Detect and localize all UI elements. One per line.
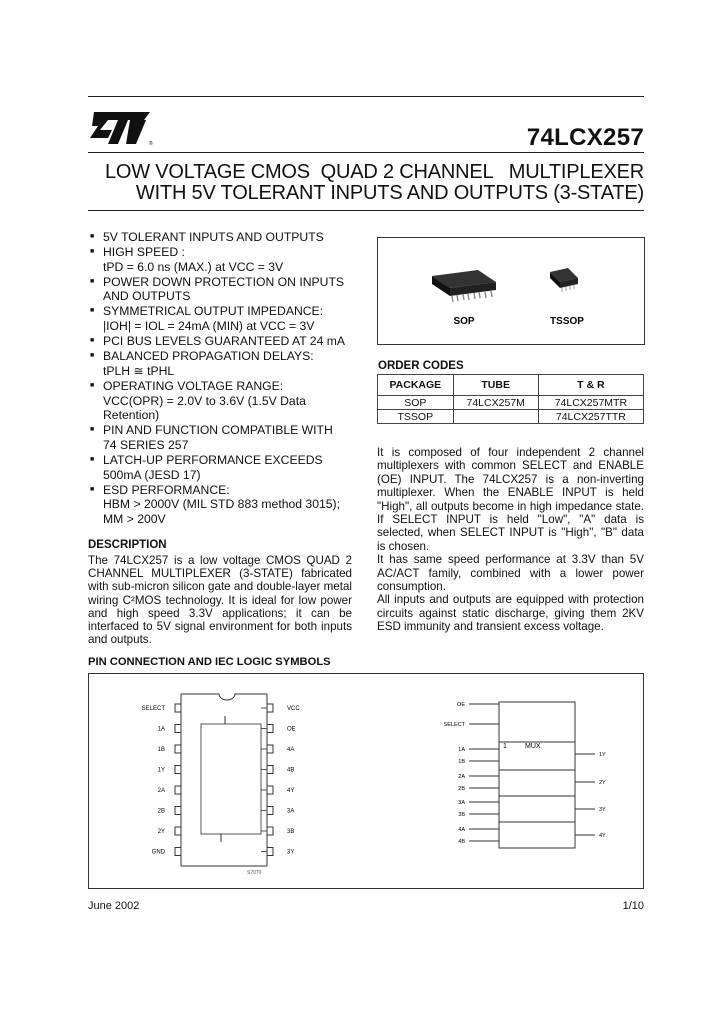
iec-input-label: 1A [458, 747, 465, 753]
title-line-1: LOW VOLTAGE CMOS QUAD 2 CHANNEL MULTIPLEXER [104, 161, 644, 183]
feature-item [88, 379, 358, 423]
feature-item [88, 275, 358, 304]
dip-package [181, 694, 267, 866]
iec-symbol [499, 702, 575, 848]
iec-input-label: OE [457, 702, 465, 708]
feature-line: MM > 200V [103, 511, 166, 526]
feature-line: PCI BUS LEVELS GUARANTEED AT 24 mA [103, 334, 346, 349]
paragraph: It is composed of four independent 2 channel multiplexers with common SELECT and ENABLE (OE) INPUT. The 74LCX257 is a non-inverting multiplexer. When the ENABLE INPUT is held "High", all outputs become in high impedance state. If SELECT INPUT is held "Low", "A" data is selected, when SELECT INPUT is "High", "B" data is chosen. [377, 446, 644, 553]
title-line-2: WITH 5V TOLERANT INPUTS AND OUTPUTS (3-STATE) [135, 182, 644, 204]
feature-line: 5V TOLERANT INPUTS AND OUTPUTS [103, 230, 324, 244]
feature-line: AND OUTPUTS [103, 289, 191, 304]
feature-line: Retention) [103, 408, 160, 423]
pin-box-right [267, 786, 273, 794]
iec-input-label: 4B [458, 839, 465, 845]
order-codes-heading: ORDER CODES [378, 360, 464, 372]
pin-box-left [175, 704, 181, 712]
feature-line: HIGH SPEED : [103, 245, 185, 260]
dip-labels [142, 706, 301, 856]
pin-box-left [175, 725, 181, 733]
feature-item [88, 245, 358, 274]
bullet-icon: ■ [90, 352, 95, 360]
right-description [377, 446, 644, 634]
pin-diagram-box [88, 673, 644, 889]
table-row [378, 410, 644, 424]
footer-page: 1/10 [622, 900, 644, 912]
pin-box-right [267, 704, 273, 712]
feature-line: POWER DOWN PROTECTION ON INPUTS [103, 274, 345, 289]
pin-box-right [267, 848, 273, 856]
right-pin-label: 4A [287, 747, 295, 753]
col-package: PACKAGE [378, 375, 454, 396]
description-text: The 74LCX257 is a low voltage CMOS QUAD 2 CHANNEL MULTIPLEXER (3-STATE) fabricated with sub-micron silicon gate and double-layer metal wiring C²MOS technology. It is ideal for low power and high speed 3.3V applications; it can be interfaced to 5V signal environment for both inputs and outputs. [88, 554, 352, 647]
feature-line: tPD = 6.0 ns (MAX.) at VCC = 3V [103, 259, 284, 274]
order-codes-table [377, 374, 644, 424]
bullet-icon: ■ [90, 307, 95, 315]
tssop-label: TSSOP [550, 316, 584, 327]
feature-line: VCC(OPR) = 2.0V to 3.6V (1.5V Data [103, 393, 306, 408]
feature-item [88, 334, 358, 349]
pin-box-left [175, 766, 181, 774]
bullet-icon: ■ [90, 485, 95, 493]
pin-connection-diagram [89, 674, 643, 888]
feature-item [88, 230, 358, 245]
left-pin-label: SELECT [141, 706, 165, 712]
feature-line: tPLH ≅ tPHL [103, 363, 175, 378]
bullet-icon: ■ [90, 426, 95, 434]
feature-line: HBM > 2000V (MIL STD 883 method 3015); [103, 497, 340, 512]
left-pin-label: 2B [157, 808, 165, 815]
figure-code: S7070 [247, 870, 262, 876]
pin-box-right [267, 725, 273, 733]
feature-line: BALANCED PROPAGATION DELAYS: [103, 349, 314, 364]
feature-item [88, 304, 358, 333]
footer-date: June 2002 [88, 900, 140, 912]
feature-line: |IOH| = IOL = 24mA (MIN) at VCC = 3V [103, 319, 315, 334]
col-tube: TUBE [453, 375, 538, 396]
iec-input-label: 2A [458, 774, 465, 780]
right-pin-label: OE [287, 726, 296, 733]
pin-box-right [267, 827, 273, 835]
right-pin-label: 4B [287, 767, 295, 774]
cell: 74LCX257M [453, 396, 538, 410]
sop-package [432, 270, 496, 302]
iec-input-label: 3A [458, 800, 465, 806]
pin-box-left [175, 786, 181, 794]
cell [453, 410, 538, 424]
pin-box-right [267, 766, 273, 774]
bullet-icon: ■ [90, 233, 95, 240]
pin-box-left [175, 807, 181, 815]
left-pin-label: 2Y [157, 829, 165, 835]
feature-line: LATCH-UP PERFORMANCE EXCEEDS [103, 452, 323, 467]
iec-input-label: 4A [458, 827, 465, 833]
table-row [378, 396, 644, 410]
feature-line: PIN AND FUNCTION COMPATIBLE WITH [103, 423, 333, 438]
iec-g1: 1 [503, 743, 507, 750]
iec-input-label: 3B [458, 812, 465, 818]
package-drawings [378, 238, 644, 344]
svg-text:®: ® [149, 141, 153, 147]
cell: SOP [378, 396, 454, 410]
feature-line: OPERATING VOLTAGE RANGE: [103, 378, 284, 393]
part-number: 74LCX257 [526, 124, 644, 151]
st-logo [88, 104, 158, 148]
cell: 74LCX257TTR [538, 410, 643, 424]
feature-item [88, 483, 358, 527]
package-images [377, 237, 645, 345]
iec-pins [444, 702, 606, 845]
iec-output-label: 3Y [599, 807, 606, 813]
title-bottom-rule [88, 210, 644, 211]
left-pin-label: 1Y [157, 767, 165, 774]
description-heading: DESCRIPTION [88, 539, 167, 551]
pin-box-left [175, 848, 181, 856]
iec-input-label: SELECT [443, 722, 465, 728]
feature-list [88, 230, 358, 526]
right-pin-label: 3A [287, 808, 295, 815]
bullet-icon: ■ [90, 337, 95, 345]
iec-mux: MUX [525, 743, 541, 750]
bullet-icon: ■ [90, 277, 95, 285]
cell: TSSOP [378, 410, 454, 424]
bullet-icon: ■ [90, 248, 95, 256]
cell: 74LCX257MTR [538, 396, 643, 410]
right-pin-label: VCC [287, 706, 300, 712]
sop-label: SOP [453, 316, 475, 327]
feature-item [88, 453, 358, 482]
right-pin-label: 3B [287, 829, 295, 835]
feature-line: 500mA (JESD 17) [103, 467, 201, 482]
title-rule [88, 152, 644, 153]
feature-line: ESD PERFORMANCE: [103, 482, 230, 497]
bullet-icon: ■ [90, 455, 95, 463]
left-pin-label: 2A [157, 788, 165, 794]
top-rule [88, 96, 644, 97]
left-pin-label: 1B [157, 747, 165, 753]
table-header-row [378, 375, 644, 396]
col-tr: T & R [538, 375, 643, 396]
iec-output-label: 1Y [599, 752, 606, 758]
left-pin-label: 1A [157, 726, 165, 733]
feature-item [88, 423, 358, 452]
pin-box-right [267, 745, 273, 753]
tssop-package [550, 268, 578, 292]
left-pin-label: GND [151, 849, 165, 856]
pin-box-left [175, 745, 181, 753]
iec-input-label: 2B [458, 786, 465, 792]
feature-line: SYMMETRICAL OUTPUT IMPEDANCE: [103, 304, 324, 319]
right-pin-label: 3Y [287, 849, 295, 856]
pin-box-left [175, 827, 181, 835]
bullet-icon: ■ [90, 381, 95, 389]
feature-item [88, 349, 358, 378]
iec-output-label: 2Y [599, 780, 606, 786]
dip-pins [175, 704, 273, 856]
right-pin-label: 4Y [287, 788, 295, 794]
feature-line: 74 SERIES 257 [103, 437, 189, 452]
iec-output-label: 4Y [599, 833, 606, 839]
page-title [105, 162, 644, 204]
iec-input-label: 1B [458, 759, 465, 765]
paragraph: It has same speed performance at 3.3V than 5V AC/ACT family, combined with a lower power consumption. [377, 553, 644, 594]
pin-box-right [267, 807, 273, 815]
pin-section-heading: PIN CONNECTION AND IEC LOGIC SYMBOLS [88, 656, 331, 668]
paragraph: All inputs and outputs are equipped with protection circuits against static discharge, giving them 2KV ESD immunity and transient excess voltage. [377, 593, 644, 634]
